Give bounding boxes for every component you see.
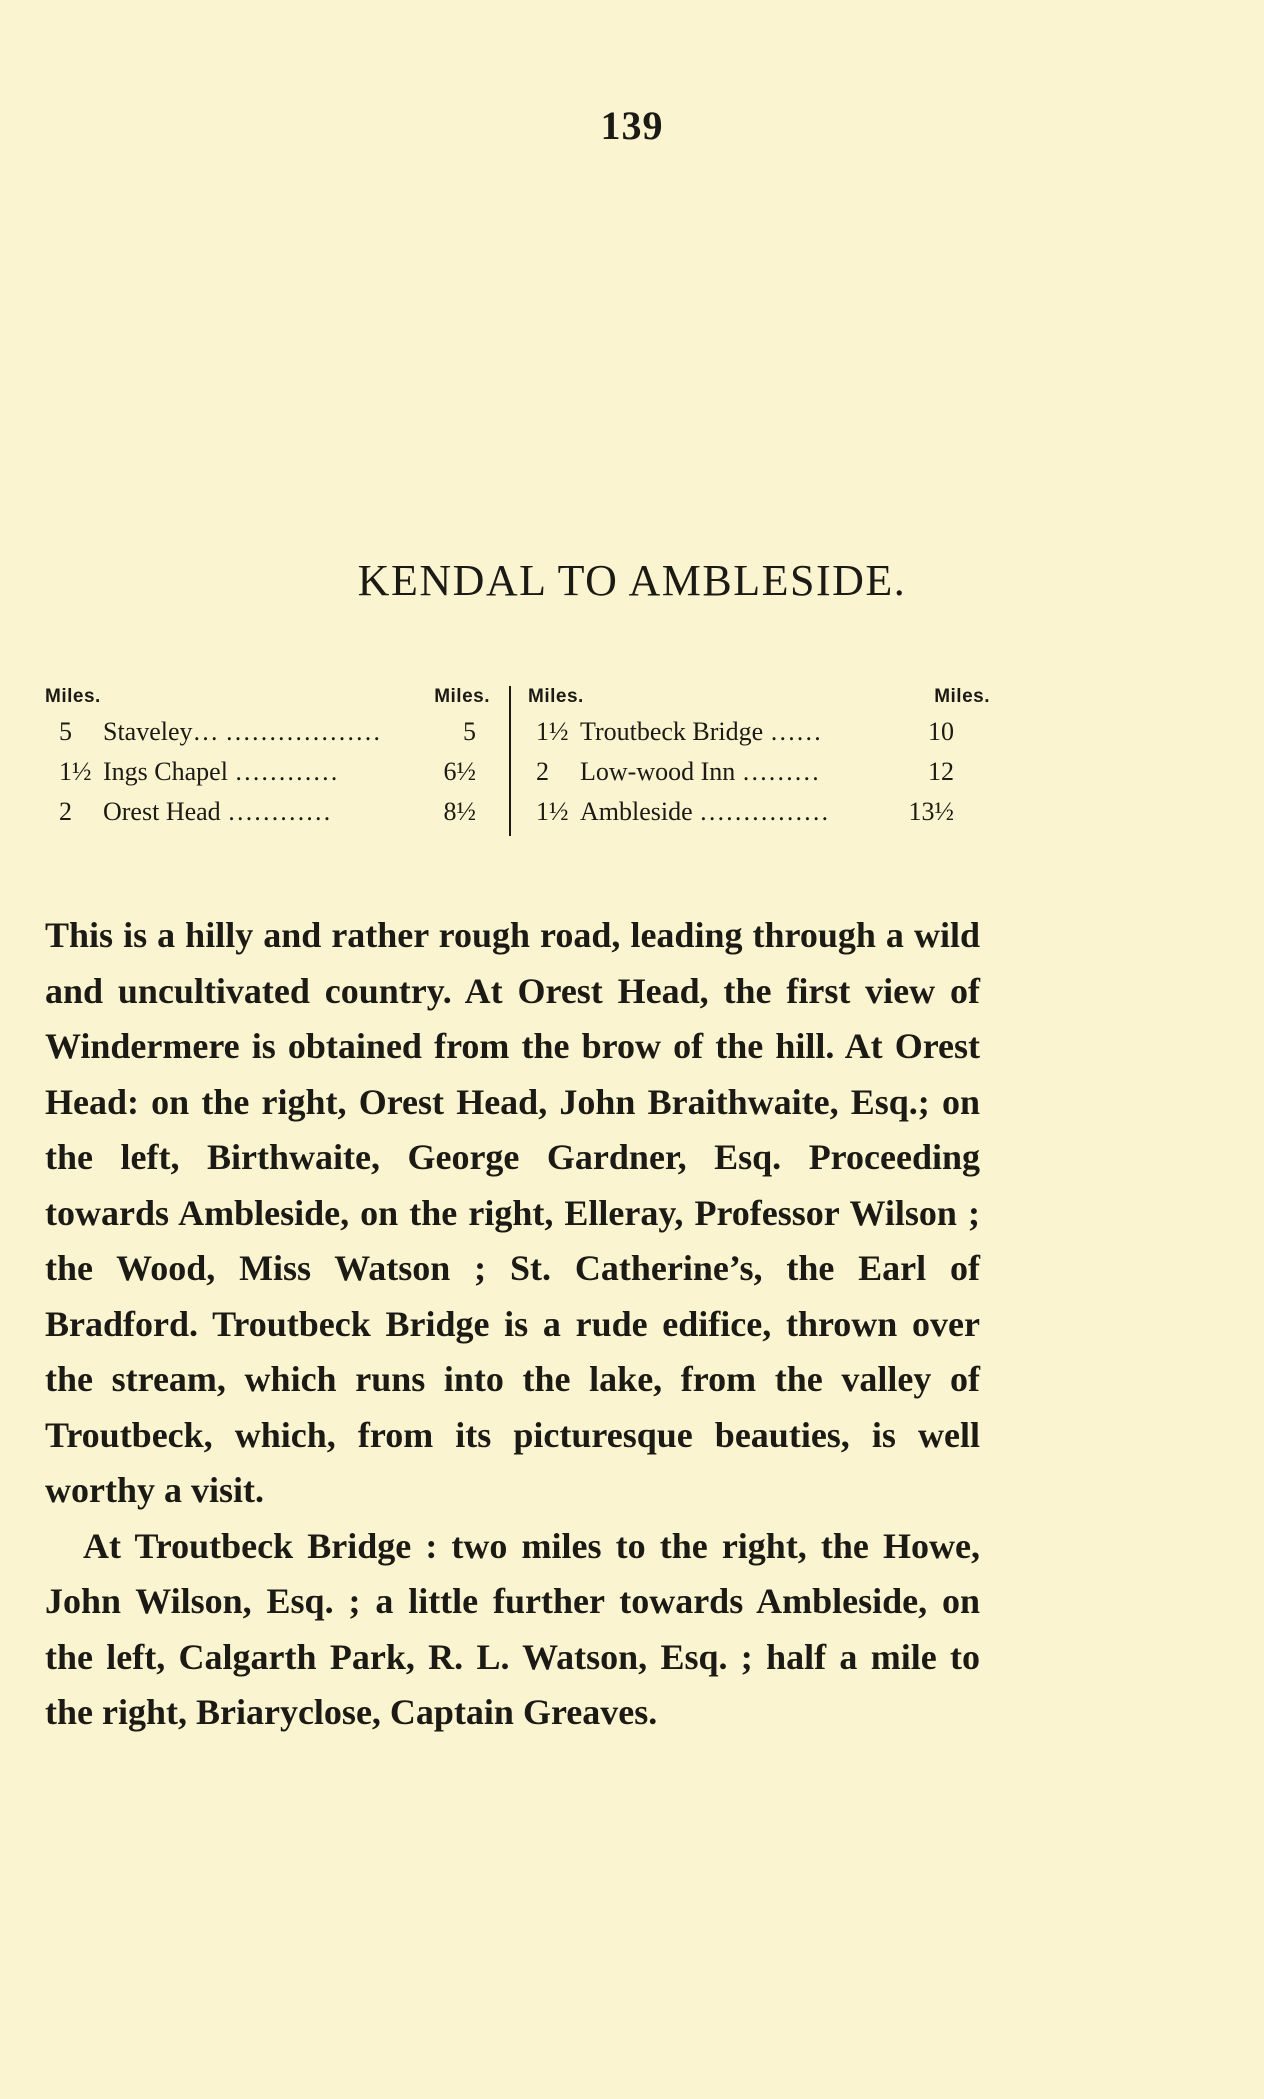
header-miles-total: Miles. <box>434 686 490 707</box>
column-divider <box>509 686 511 836</box>
table-row <box>45 712 490 752</box>
stage-miles: 1½ <box>59 757 92 786</box>
place-name: Troutbeck Bridge <box>580 717 764 746</box>
place-cell <box>580 752 820 792</box>
paragraph: This is a hilly and rather rough road, leading through a wild and uncultivated country. At Orest Head, the first view of Windermere is obtained from the brow of the hill. At Orest Head: on the right, Orest Head, John Braithwaite, Esq.; on the left, Birthwaite, George Gardner, Esq. Proceeding towards Ambleside, on the right, Elleray, Professor Wilson ; the Wood, Miss Watson ; St. Catherine’s, the Earl of Bradford. Troutbeck Bridge is a rude edifice, thrown over the stream, which runs into the lake, from the valley of Troutbeck, which, from its picturesque beauties, is well worthy a visit. <box>45 915 980 1510</box>
place-cell <box>580 712 822 752</box>
column-header <box>528 680 990 712</box>
stage-miles: 2 <box>536 757 549 786</box>
page-number: 139 <box>600 103 664 148</box>
stage-miles: 1½ <box>536 797 569 826</box>
place-cell <box>103 752 338 792</box>
place-cell <box>103 712 381 752</box>
leader-dots: ………… <box>234 757 339 786</box>
total-miles: 6½ <box>443 757 476 786</box>
header-miles-stage: Miles. <box>45 686 101 707</box>
leader-dots: ………… <box>227 797 332 826</box>
stage-miles: 5 <box>59 717 72 746</box>
distance-column-left <box>45 680 490 832</box>
stage-miles: 2 <box>59 797 72 826</box>
header-miles-stage: Miles. <box>528 686 584 707</box>
leader-dots: ……… <box>741 757 820 786</box>
total-miles: 12 <box>928 757 954 786</box>
leader-dots: … ……………… <box>192 717 382 746</box>
table-row <box>528 712 990 752</box>
total-miles: 8½ <box>443 797 476 826</box>
stage-miles: 1½ <box>536 717 569 746</box>
leader-dots: …… <box>769 717 822 746</box>
total-miles: 10 <box>928 717 954 746</box>
place-name: Orest Head <box>103 797 221 826</box>
place-name: Ings Chapel <box>103 757 228 786</box>
place-cell <box>580 792 829 832</box>
place-name: Staveley <box>103 717 193 746</box>
place-name: Ambleside <box>580 797 693 826</box>
distance-column-right <box>528 680 990 832</box>
distance-table <box>45 680 990 840</box>
total-miles: 13½ <box>908 797 954 826</box>
place-name: Low-wood Inn <box>580 757 736 786</box>
route-heading: KENDAL TO AMBLESIDE. <box>357 556 907 605</box>
table-row <box>45 792 490 832</box>
paragraph: At Troutbeck Bridge : two miles to the right, the Howe, John Wilson, Esq. ; a little further towards Ambleside, on the left, Calgarth Park, R. L. Watson, Esq. ; half a mile to the right, Briaryclose, Captain Greaves. <box>45 1525 980 1732</box>
header-miles-total: Miles. <box>934 686 990 707</box>
table-row <box>528 792 990 832</box>
table-row <box>528 752 990 792</box>
column-header <box>45 680 490 712</box>
leader-dots: …………… <box>699 797 830 826</box>
table-row <box>45 752 490 792</box>
body-text <box>45 908 980 1741</box>
place-cell <box>103 792 331 832</box>
total-miles: 5 <box>463 717 476 746</box>
